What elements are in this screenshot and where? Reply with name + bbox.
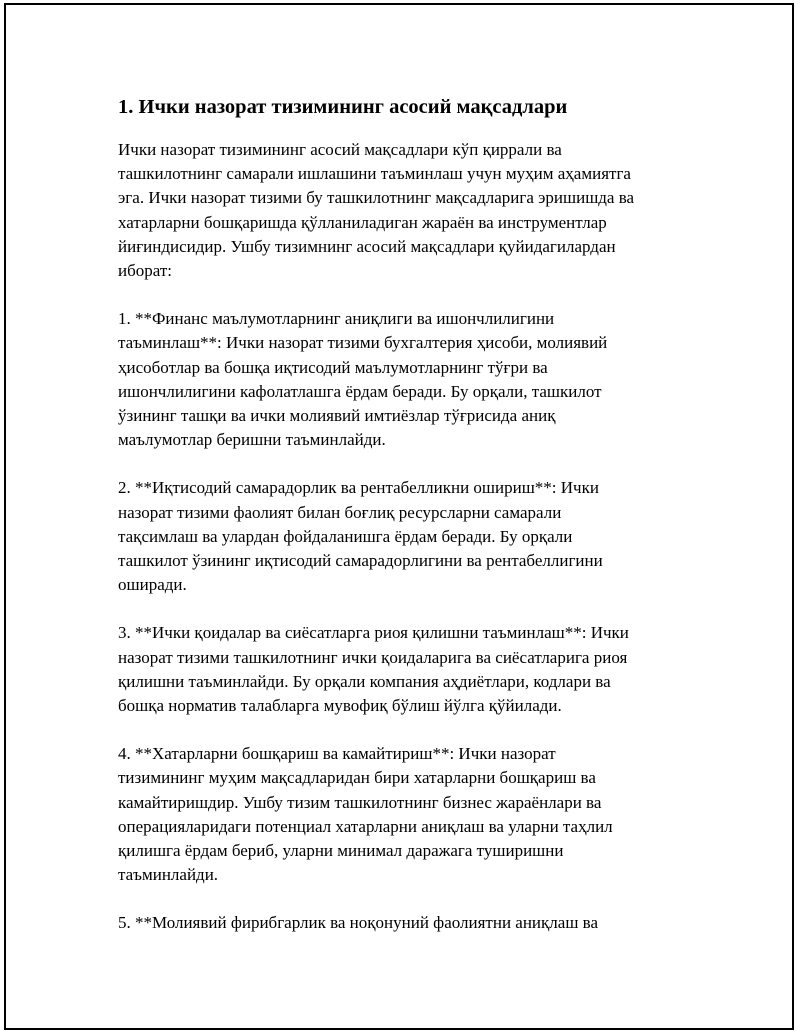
section-heading: 1. Ички назорат тизимининг асосий мақсадлари <box>118 96 568 118</box>
list-item-5-paragraph: 5. **Молиявий фирибгарлик ва ноқонуний фаолиятни аниқлаш ва <box>118 913 599 933</box>
document-body <box>118 94 698 960</box>
list-item-3-paragraph: 3. **Ички қоидалар ва сиёсатларга риоя қилишни таъминлаш**: Ички назорат тизими ташкилотнинг ички қоидаларига ва сиёсатларига риоя қилишни таъминлайди. Бу орқали компания аҳдиётлари, кодлари ва бошқа норматив талабларга мувофиқ бўлиш йўлга қўйилади. <box>118 623 629 716</box>
list-item-2-paragraph: 2. **Иқтисодий самарадорлик ва рентабелликни ошириш**: Ички назорат тизими фаолият билан боғлиқ ресурсларни самарали тақсимлаш ва улардан фойдаланишга ёрдам беради. Бу орқали ташкилот ўзининг иқтисодий самарадорлигини ва рентабеллигини оширади. <box>118 478 603 595</box>
intro-paragraph: Ички назорат тизимининг асосий мақсадлари кўп қиррали ва ташкилотнинг самарали ишлашини таъминлаш учун муҳим аҳамиятга эга. Ички назорат тизими бу ташкилотнинг мақсадларига эришишда ва хатарларни бошқаришда қўлланиладиган жараён ва инструментлар йиғиндисидир. Ушбу тизимнинг асосий мақсадлари қуйидагилардан иборат: <box>118 140 635 281</box>
list-item-4-paragraph: 4. **Хатарларни бошқариш ва камайтириш**: Ички назорат тизимининг муҳим мақсадларидан бири хатарларни бошқариш ва камайтиришдир. Ушбу тизим ташкилотнинг бизнес жараёнлари ва операцияларидаги потенциал хатарларни аниқлаш ва уларни таҳлил қилишга ёрдам бериб, уларни минимал даражага туширишни таъминлайди. <box>118 744 613 885</box>
list-item-1-paragraph: 1. **Финанс маълумотларнинг аниқлиги ва ишончлилигини таъминлаш**: Ички назорат тизими бухгалтерия ҳисоби, молиявий ҳисоботлар ва бошқа иқтисодий маълумотларнинг тўғри ва ишончлилигини кафолатлашга ёрдам беради. Бу орқали, ташкилот ўзининг ташқи ва ички молиявий имтиёзлар тўғрисида аниқ маълумотлар беришни таъминлайди. <box>118 309 608 450</box>
